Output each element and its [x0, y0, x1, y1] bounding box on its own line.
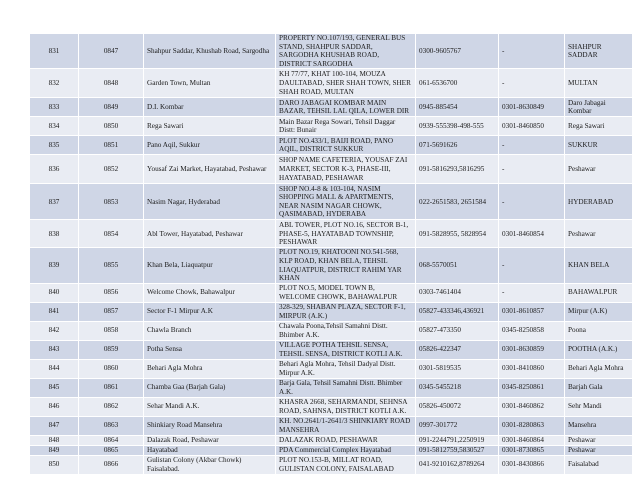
branch-name-cell: Pano Aqil, Sukkur: [144, 136, 276, 155]
city-cell: Peshawar: [565, 435, 633, 445]
serial-no-cell: 837: [30, 184, 79, 220]
serial-no-cell: 833: [30, 98, 79, 117]
table-row: [30, 455, 633, 474]
mobile-cell: 0301-8610857: [499, 302, 565, 321]
branch-name-cell: Khan Bela, Liaquatpur: [144, 248, 276, 283]
city-cell: HYDERABAD: [565, 184, 633, 220]
address-cell: Main Bazar Rega Sowari, Tehsil Daggar Distt: Bunair: [276, 117, 416, 136]
address-cell: SHOP NAME CAFETERIA, YOUSAF ZAI MARKET, SECTOR K-3, PHASE-III, HAYATABAD, PESHAWAR: [276, 155, 416, 184]
mobile-cell: -: [499, 34, 565, 69]
serial-no-cell: 835: [30, 136, 79, 155]
city-cell: KHAN BELA: [565, 248, 633, 283]
branch-code-cell: 0859: [79, 340, 144, 359]
address-cell: Behari Agla Mohra, Tehsil Dadyal Distt. Mirpur A.K.: [276, 359, 416, 378]
phone-cell: 061-6536700: [416, 69, 499, 98]
table-row: [30, 117, 633, 136]
branch-name-cell: Behari Agla Mohra: [144, 359, 276, 378]
phone-cell: 0345-5455218: [416, 378, 499, 397]
branch-table: [29, 33, 633, 475]
branch-name-cell: Welcome Chowk, Bahawalpur: [144, 283, 276, 302]
branch-code-cell: 0854: [79, 220, 144, 248]
branch-code-cell: 0847: [79, 34, 144, 69]
city-cell: Peshawar: [565, 155, 633, 184]
table-row: [30, 184, 633, 220]
branch-code-cell: 0848: [79, 69, 144, 98]
mobile-cell: -: [499, 69, 565, 98]
phone-cell: 041-9210162,8789264: [416, 455, 499, 474]
branch-code-cell: 0850: [79, 117, 144, 136]
city-cell: Barjah Gala: [565, 378, 633, 397]
address-cell: PLOT NO.5, MODEL TOWN B, WELCOME CHOWK, BAHAWALPUR: [276, 283, 416, 302]
city-cell: Peshawar: [565, 445, 633, 455]
address-cell: PLOT NO.153-B, MILLAT ROAD, GULISTAN COLONY, FAISALABAD: [276, 455, 416, 474]
branch-code-cell: 0856: [79, 283, 144, 302]
city-cell: SUKKUR: [565, 136, 633, 155]
address-cell: SHOP NO.4-8 & 103-104, NASIM SHOPPING MALL & APARTMENTS, NEAR NASIM NAGAR CHOWK, QASIMABAD, HYDERABA: [276, 184, 416, 220]
branch-name-cell: Hayatabad: [144, 445, 276, 455]
branch-name-cell: D.I. Kombar: [144, 98, 276, 117]
phone-cell: 091-5828955, 5828954: [416, 220, 499, 248]
branch-name-cell: Nasim Nagar, Hyderabad: [144, 184, 276, 220]
phone-cell: 05826-450072: [416, 397, 499, 416]
mobile-cell: 0301-8460850: [499, 117, 565, 136]
mobile-cell: -: [499, 136, 565, 155]
address-cell: PROPERTY NO.107/193, GENERAL BUS STAND, SHAHPUR SADDAR, SARGODHA KHUSHAB ROAD, DISTRICT SARGODHA: [276, 34, 416, 69]
mobile-cell: 0301-8460864: [499, 435, 565, 445]
serial-no-cell: 841: [30, 302, 79, 321]
city-cell: Faisalabad: [565, 455, 633, 474]
city-cell: Sehr Mandi: [565, 397, 633, 416]
address-cell: KHASRA 2668, SEHARMANDI, SEHNSA ROAD, SAHNSA, DISTRICT KOTLI A.K.: [276, 397, 416, 416]
address-cell: KH. NO.2641/1-2641/3 SHINKIARY ROAD MANSEHRA: [276, 416, 416, 435]
serial-no-cell: 838: [30, 220, 79, 248]
branch-name-cell: Rega Sawari: [144, 117, 276, 136]
phone-cell: 091-5812759,5830527: [416, 445, 499, 455]
serial-no-cell: 850: [30, 455, 79, 474]
address-cell: Barja Gala, Tehsil Samahni Distt. Bhimber A.K.: [276, 378, 416, 397]
phone-cell: 068-5570051: [416, 248, 499, 283]
table-row: [30, 416, 633, 435]
phone-cell: 022-2651583, 2651584: [416, 184, 499, 220]
serial-no-cell: 849: [30, 445, 79, 455]
address-cell: DALAZAK ROAD, PESHAWAR: [276, 435, 416, 445]
mobile-cell: 0301-8460854: [499, 220, 565, 248]
table-row: [30, 340, 633, 359]
branch-code-cell: 0851: [79, 136, 144, 155]
branch-name-cell: Potha Sensa: [144, 340, 276, 359]
branch-code-cell: 0862: [79, 397, 144, 416]
city-cell: Poona: [565, 321, 633, 340]
table-row: [30, 69, 633, 98]
serial-no-cell: 847: [30, 416, 79, 435]
mobile-cell: 0345-8250858: [499, 321, 565, 340]
branch-name-cell: Gulistan Colony (Akbar Chowk) Faisalabad.: [144, 455, 276, 474]
address-cell: PLOT NO.433/1, BAIJI ROAD, PANO AQIL, DISTRICT SUKKUR: [276, 136, 416, 155]
city-cell: Mirpur (A.K): [565, 302, 633, 321]
phone-cell: 0997-301772: [416, 416, 499, 435]
serial-no-cell: 844: [30, 359, 79, 378]
mobile-cell: 0301-8730865: [499, 445, 565, 455]
address-cell: DARO JABAGAI KOMBAR MAIN BAZAR, TEHSIL LAL QILA, LOWER DIR: [276, 98, 416, 117]
serial-no-cell: 840: [30, 283, 79, 302]
table-row: [30, 136, 633, 155]
mobile-cell: 0301-8430866: [499, 455, 565, 474]
mobile-cell: 0345-8250861: [499, 378, 565, 397]
serial-no-cell: 831: [30, 34, 79, 69]
phone-cell: 05826-422347: [416, 340, 499, 359]
table-row: [30, 155, 633, 184]
city-cell: Behari Agla Mohra: [565, 359, 633, 378]
branch-name-cell: Shahpur Saddar, Khushab Road, Sargodha: [144, 34, 276, 69]
branch-name-cell: Shinkiary Road Mansehra: [144, 416, 276, 435]
mobile-cell: -: [499, 184, 565, 220]
phone-cell: 091-5816293,5816295: [416, 155, 499, 184]
phone-cell: 0301-5819535: [416, 359, 499, 378]
phone-cell: 0300-9605767: [416, 34, 499, 69]
address-cell: PDA Commercial Complex Hayatabad: [276, 445, 416, 455]
mobile-cell: 0301-8630849: [499, 98, 565, 117]
serial-no-cell: 848: [30, 435, 79, 445]
phone-cell: 0303-7461404: [416, 283, 499, 302]
city-cell: MULTAN: [565, 69, 633, 98]
mobile-cell: -: [499, 155, 565, 184]
table-row: [30, 397, 633, 416]
branch-name-cell: Chawla Branch: [144, 321, 276, 340]
serial-no-cell: 845: [30, 378, 79, 397]
mobile-cell: 0301-8460862: [499, 397, 565, 416]
phone-cell: 0945-885454: [416, 98, 499, 117]
table-row: [30, 220, 633, 248]
address-cell: PLOT NO.19, KHATOONI NO.541-568, KLP ROAD, KHAN BELA, TEHSIL LIAQUATPUR, DISTRICT RAHIM YAR KHAN: [276, 248, 416, 283]
city-cell: Mansehra: [565, 416, 633, 435]
city-cell: Rega Sawari: [565, 117, 633, 136]
table-row: [30, 435, 633, 445]
mobile-cell: 0301-8410860: [499, 359, 565, 378]
address-cell: KH 77/77, KHAT 100-104, MOUZA DAULTABAD, SHER SHAH TOWN, SHER SHAH ROAD, MULTAN: [276, 69, 416, 98]
city-cell: SHAHPUR SADDAR: [565, 34, 633, 69]
address-cell: Chawala Poona,Tehsil Samahni Distt. Bhimber A.K.: [276, 321, 416, 340]
branch-name-cell: Dalazak Road, Peshawar: [144, 435, 276, 445]
phone-cell: 05827-433346,436921: [416, 302, 499, 321]
branch-code-cell: 0861: [79, 378, 144, 397]
table-row: [30, 34, 633, 69]
branch-code-cell: 0857: [79, 302, 144, 321]
branch-name-cell: Sector F-1 Mirpur A.K: [144, 302, 276, 321]
address-cell: ABL TOWER, PLOT NO.16, SECTOR B-1, PHASE-5, HAYATABAD TOWNSHIP, PESHAWAR: [276, 220, 416, 248]
table-row: [30, 378, 633, 397]
phone-cell: 0939-555398-498-555: [416, 117, 499, 136]
serial-no-cell: 842: [30, 321, 79, 340]
serial-no-cell: 843: [30, 340, 79, 359]
branch-code-cell: 0860: [79, 359, 144, 378]
branch-name-cell: Garden Town, Multan: [144, 69, 276, 98]
city-cell: Peshawar: [565, 220, 633, 248]
branch-name-cell: Sehar Mandi A.K.: [144, 397, 276, 416]
mobile-cell: -: [499, 248, 565, 283]
table-row: [30, 321, 633, 340]
address-cell: VILLAGE POTHA TEHSIL SENSA, TEHSIL SENSA, DISTRICT KOTLI A.K.: [276, 340, 416, 359]
branch-code-cell: 0863: [79, 416, 144, 435]
table-row: [30, 283, 633, 302]
table-row: [30, 359, 633, 378]
branch-list-sheet: [29, 33, 633, 475]
serial-no-cell: 834: [30, 117, 79, 136]
city-cell: BAHAWALPUR: [565, 283, 633, 302]
city-cell: Daro Jabagai Kombar: [565, 98, 633, 117]
serial-no-cell: 836: [30, 155, 79, 184]
branch-code-cell: 0865: [79, 445, 144, 455]
phone-cell: 091-2244791,2250919: [416, 435, 499, 445]
serial-no-cell: 839: [30, 248, 79, 283]
address-cell: 328-329, SHABAN PLAZA, SECTOR F-1, MIRPUR (A.K.): [276, 302, 416, 321]
mobile-cell: 0301-8280863: [499, 416, 565, 435]
serial-no-cell: 846: [30, 397, 79, 416]
city-cell: POOTHA (A.K.): [565, 340, 633, 359]
branch-code-cell: 0858: [79, 321, 144, 340]
branch-code-cell: 0853: [79, 184, 144, 220]
phone-cell: 071-5691626: [416, 136, 499, 155]
branch-code-cell: 0866: [79, 455, 144, 474]
branch-name-cell: Abl Tower, Hayatabad, Peshawar: [144, 220, 276, 248]
branch-name-cell: Yousaf Zai Market, Hayatabad, Peshawar: [144, 155, 276, 184]
phone-cell: 05827-473350: [416, 321, 499, 340]
serial-no-cell: 832: [30, 69, 79, 98]
branch-code-cell: 0849: [79, 98, 144, 117]
mobile-cell: 0301-8630859: [499, 340, 565, 359]
mobile-cell: -: [499, 283, 565, 302]
table-body: [30, 34, 633, 475]
table-row: [30, 98, 633, 117]
branch-code-cell: 0864: [79, 435, 144, 445]
branch-code-cell: 0855: [79, 248, 144, 283]
branch-code-cell: 0852: [79, 155, 144, 184]
table-row: [30, 302, 633, 321]
table-row: [30, 248, 633, 283]
table-row: [30, 445, 633, 455]
branch-name-cell: Chamba Gaa (Barjah Gala): [144, 378, 276, 397]
